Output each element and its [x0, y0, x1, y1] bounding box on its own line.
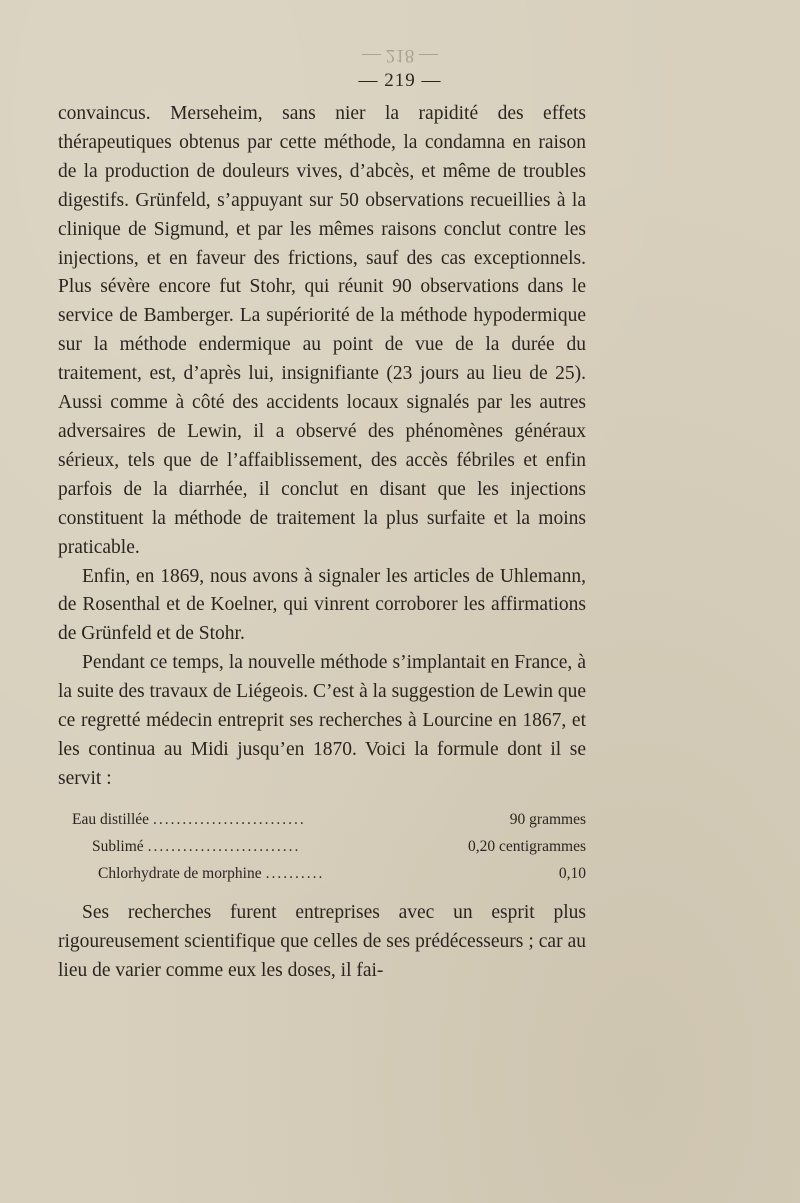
formula-ingredient: Eau distillée: [72, 810, 150, 828]
formula-quantity: 0,10: [558, 864, 586, 882]
paragraph-4: Ses recherches furent entreprises avec un esprit plus rigoureusement scientifique que celles de ses prédécesseurs ; car au lieu de varier comme eux les doses, il fai-: [58, 901, 586, 981]
formula-quantity: 0,20 centigrammes: [468, 837, 586, 855]
formula-ingredient: Sublimé: [92, 837, 144, 855]
formula-ingredient: Chlorhydrate de morphine: [98, 864, 262, 882]
formula-leader-dots: ..........................: [153, 810, 306, 828]
paragraph-1: convaincus. Merseheim, sans nier la rapidité des effets thérapeutiques obtenus par cette méthode, la condamna en raison de la production de douleurs vives, d’abcès, et même de troubles digestifs. Grünfeld, s’appuyant sur 50 observations recueillies à la clinique de Sigmund, et par les mêmes raisons conclut contre les injections, et en faveur des frictions, sauf des cas exceptionnels. Plus sévère encore fut Stohr, qui réunit 90 observations dans le service de Bamberger. La supériorité de la méthode hypodermique sur la méthode endermique au point de vue de la durée du traitement, est, d’après lui, insignifiante (23 jours au lieu de 25). Aussi comme à côté des accidents locaux signalés par les autres adversaires de Lewin, il a observé des phénomènes généraux sérieux, tels que de l’affaiblissement, des accès fébriles et enfin parfois de la diarrhée, il conclut en disant que les injections constituent la méthode de traitement la plus surfaite et la moins praticable.: [58, 103, 586, 558]
formula-leader-dots: ..........: [265, 864, 325, 882]
show-through-page-number: — 218 —: [362, 45, 438, 66]
formula-row: [72, 833, 586, 860]
formula-leader-dots: ..........................: [147, 837, 301, 855]
formula-row: [72, 806, 586, 833]
body-text: [58, 100, 586, 985]
paragraph-3: Pendant ce temps, la nouvelle méthode s’implantait en France, à la suite des travaux de Liégeois. C’est à la suggestion de Lewin que ce regretté médecin entreprit ses recherches à Lourcine en 1867, et les continua au Midi jusqu’en 1870. Voici la formule dont il se servit :: [58, 652, 586, 789]
formula-row: [72, 860, 586, 887]
formula-quantity: 90 grammes: [509, 810, 586, 828]
page-number: — 219 —: [358, 70, 442, 91]
paragraph-2: Enfin, en 1869, nous avons à signaler les articles de Uhlemann, de Rosenthal et de Koelner, qui vinrent corroborer les affirmations de Grünfeld et de Stohr.: [58, 565, 586, 645]
formula-table: [58, 806, 586, 887]
